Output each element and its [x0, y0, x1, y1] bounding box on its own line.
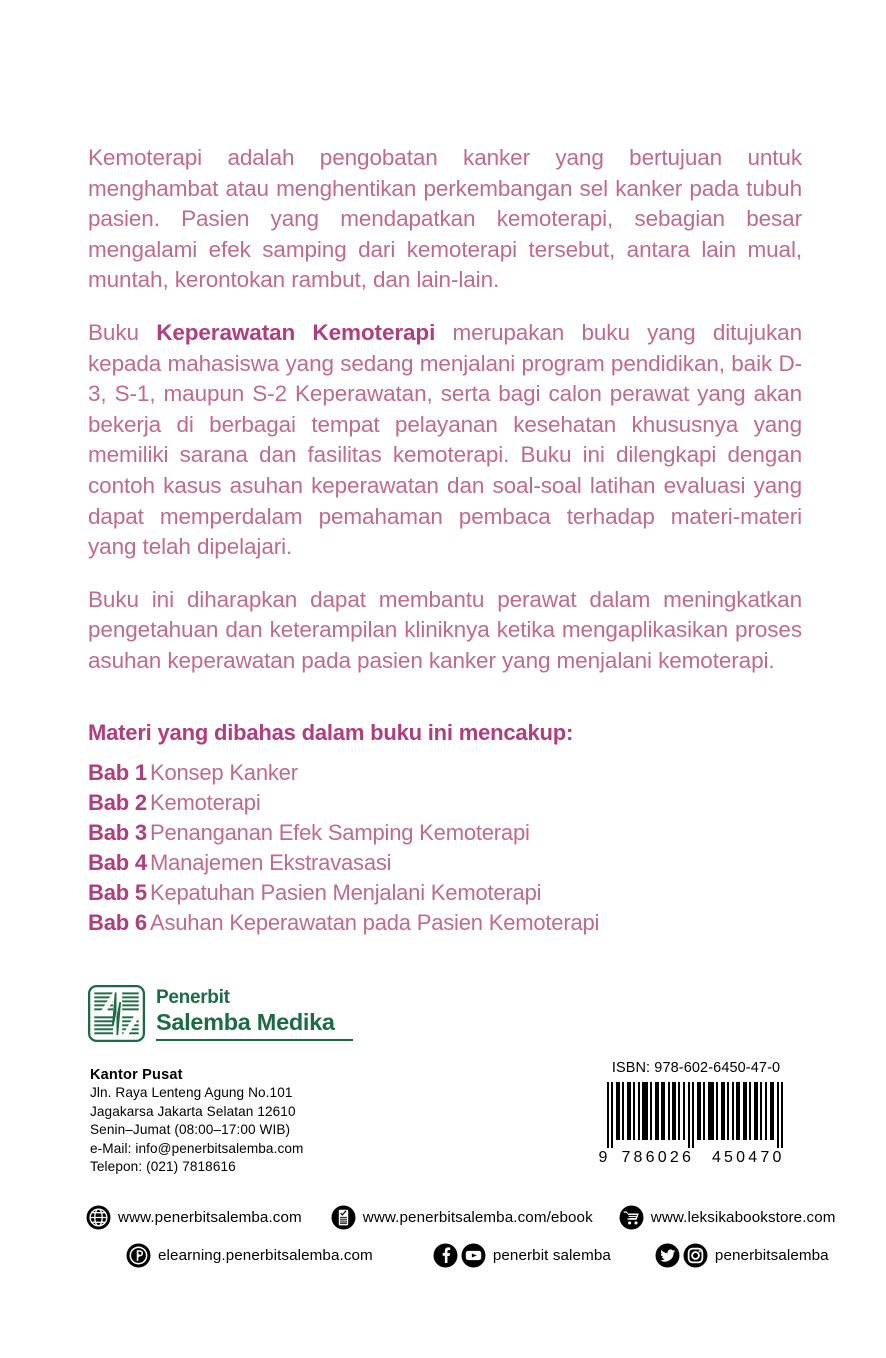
chapter-title: Asuhan Keperawatan pada Pasien Kemoterapi — [150, 910, 600, 935]
barcode-left-group: 786026 — [621, 1149, 695, 1166]
address-email: e-Mail: info@penerbitsalemba.com — [90, 1140, 304, 1156]
twitter-icon[interactable] — [655, 1243, 680, 1268]
shopping-cart-icon — [619, 1205, 644, 1230]
barcode — [599, 1082, 794, 1167]
youtube-icon[interactable] — [461, 1243, 486, 1268]
link-social-penerbitsalemba-text: penerbitsalemba — [714, 1247, 829, 1264]
link-website[interactable] — [86, 1205, 302, 1230]
blurb-paragraph-1: Kemoterapi adalah pengobatan kanker yang bertujuan untuk menghambat atau menghentikan perkembangan sel kanker pada tubuh pasien. Pasien yang mendapatkan kemoterapi, sebagian besar mengalami efek samping dari kemoterapi tersebut, antara lain mual, muntah, kerontokan rambut, dan lain-lain. — [88, 145, 802, 293]
chapter-item — [88, 910, 728, 940]
book-title-bold: Keperawatan Kemoterapi — [156, 319, 436, 345]
address-street: Jln. Raya Lenteng Agung No.101 — [90, 1085, 293, 1101]
blurb-paragraph-3: Buku ini diharapkan dapat membantu perawat dalam meningkatkan pengetahuan dan keterampilan kliniknya ketika mengaplikasikan proses asuhan keperawatan pada pasien kanker yang menjalani kemoterapi. — [88, 586, 802, 673]
link-social-penerbit-salemba[interactable] — [433, 1243, 611, 1268]
publisher-logo — [88, 985, 353, 1042]
publisher-line-1: Penerbit — [156, 987, 230, 1008]
facebook-icon[interactable] — [433, 1243, 458, 1268]
address-hours: Senin–Jumat (08:00–17:00 WIB) — [90, 1122, 291, 1138]
chapter-item — [88, 760, 728, 790]
chapter-number: Bab 4 — [88, 850, 147, 875]
chapter-item — [88, 790, 728, 820]
link-website-text: www.penerbitsalemba.com — [118, 1209, 302, 1226]
chapter-number: Bab 6 — [88, 910, 147, 935]
link-social-penerbit-salemba-text: penerbit salemba — [492, 1247, 611, 1264]
link-bookstore-text: www.leksikabookstore.com — [650, 1209, 836, 1226]
chapter-item — [88, 820, 728, 850]
address-title: Kantor Pusat — [90, 1067, 183, 1083]
link-ebook-text: www.penerbitsalemba.com/ebook — [362, 1209, 593, 1226]
barcode-digits — [599, 1149, 794, 1167]
link-ebook[interactable] — [331, 1205, 593, 1230]
chapter-title: Kemoterapi — [150, 790, 261, 815]
instagram-icon[interactable] — [683, 1243, 708, 1268]
publisher-underline — [156, 1039, 353, 1041]
ebook-icon — [331, 1205, 356, 1230]
link-elearning[interactable] — [126, 1243, 373, 1268]
chapter-title: Manajemen Ekstravasasi — [150, 850, 392, 875]
chapter-number: Bab 5 — [88, 880, 147, 905]
blurb-p2-pre: Buku — [88, 319, 157, 345]
blurb-section — [88, 143, 802, 677]
address-city: Jagakarsa Jakarta Selatan 12610 — [90, 1103, 296, 1119]
chapter-list — [88, 760, 728, 940]
chapter-number: Bab 1 — [88, 760, 147, 785]
chapter-item — [88, 850, 728, 880]
footer-links-row-2 — [126, 1243, 829, 1268]
chapter-title: Penanganan Efek Samping Kemoterapi — [150, 820, 530, 845]
chapter-title: Konsep Kanker — [150, 760, 298, 785]
chapter-number: Bab 3 — [88, 820, 147, 845]
blurb-p2-post: merupakan buku yang ditujukan kepada mahasiswa yang sedang menjalani program pendidikan, baik D-3, S-1, maupun S-2 Keperawatan, serta bagi calon perawat yang akan bekerja di berbagai tempat pelayanan kesehatan khususnya yang memiliki sarana dan fasilitas kemoterapi. Buku ini dilengkapi dengan contoh kasus asuhan keperawatan dan soal-soal latihan evaluasi yang dapat memperdalam pemahaman pembaca terhadap materi-materi yang telah dipelajari. — [88, 319, 802, 560]
blurb-paragraph-2 — [88, 318, 802, 563]
address-block — [90, 1066, 303, 1176]
barcode-bars-icon — [599, 1082, 794, 1148]
address-phone: Telepon: (021) 7818616 — [90, 1159, 236, 1175]
materi-heading: Materi yang dibahas dalam buku ini mencakup: — [88, 720, 574, 745]
chapter-number: Bab 2 — [88, 790, 147, 815]
publisher-name-block — [156, 985, 353, 1041]
isbn-label: ISBN: 978-602-6450-47-0 — [611, 1060, 781, 1076]
link-bookstore[interactable] — [619, 1205, 836, 1230]
link-elearning-text: elearning.penerbitsalemba.com — [158, 1247, 373, 1264]
elearning-icon — [126, 1243, 151, 1268]
chapter-item — [88, 880, 728, 910]
barcode-lead-digit: 9 — [598, 1149, 608, 1166]
chapter-title: Kepatuhan Pasien Menjalani Kemoterapi — [150, 880, 542, 905]
footer-links-row-1 — [86, 1205, 836, 1230]
isbn-section — [592, 1060, 800, 1167]
globe-icon — [86, 1205, 111, 1230]
link-social-penerbitsalemba[interactable] — [655, 1243, 829, 1268]
barcode-right-group: 450470 — [711, 1149, 785, 1166]
salemba-logo-icon — [88, 985, 145, 1042]
publisher-line-2: Salemba Medika — [156, 1009, 335, 1035]
